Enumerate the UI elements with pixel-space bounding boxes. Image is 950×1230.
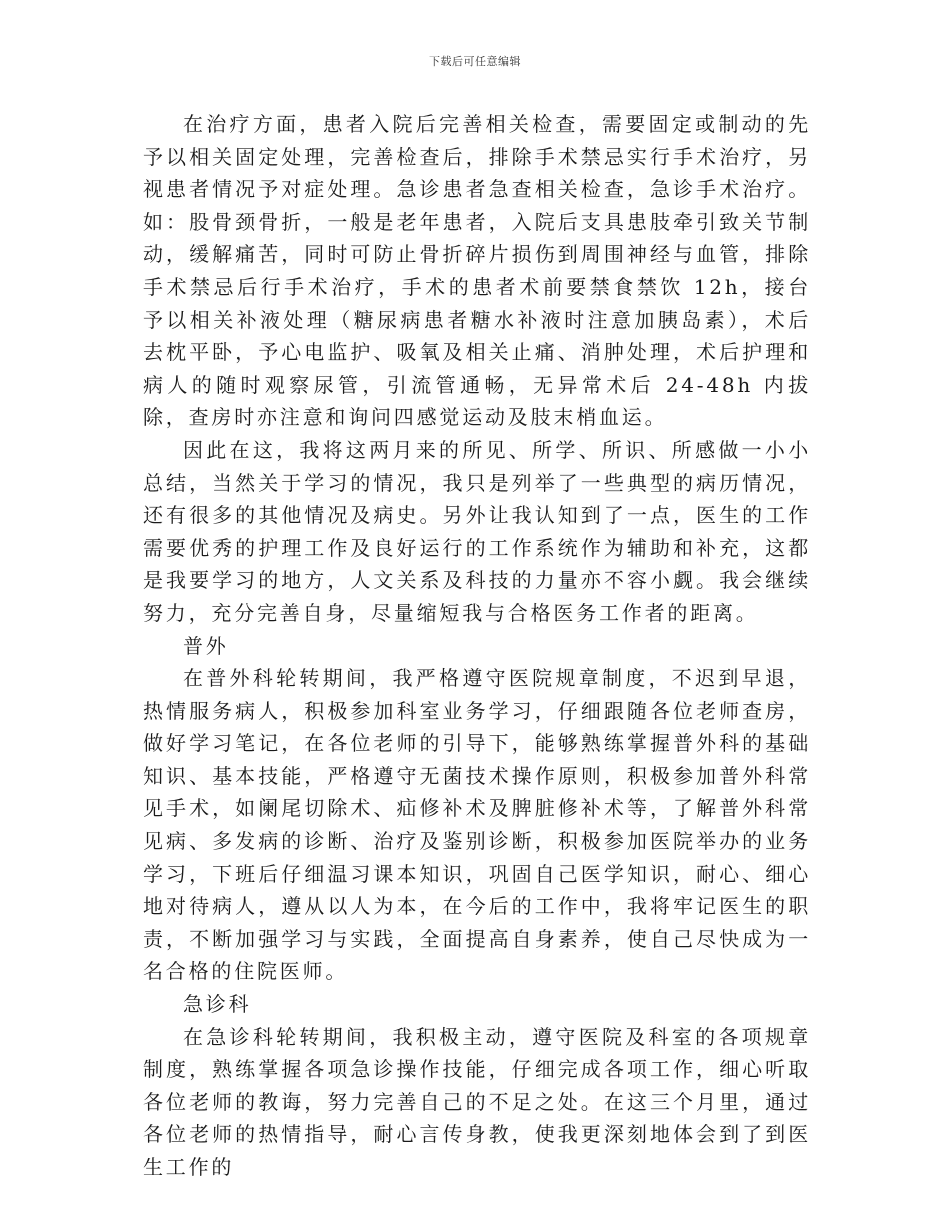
document-body xyxy=(143,108,811,1184)
paragraph-emergency: 在急诊科轮转期间，我积极主动，遵守医院及科室的各项规章制度，熟练掌握各项急诊操作技能，仔细完成各项工作，细心听取各位老师的教诲，努力完善自己的不足之处。在这三个月里，通过各位老师的热情指导，耐心言传身教，使我更深刻地体会到了到医生工作的 xyxy=(143,1024,811,1179)
page-header: 下载后可任意编辑 xyxy=(429,55,521,68)
paragraph-summary: 因此在这，我将这两月来的所见、所学、所识、所感做一小小总结，当然关于学习的情况，我只是列举了一些典型的病历情况，还有很多的其他情况及病史。另外让我认知到了一点，医生的工作需要优秀的护理工作及良好运行的工作系统作为辅助和补充，这都是我要学习的地方，人文关系及科技的力量亦不容小觑。我会继续努力，充分完善自身，尽量缩短我与合格医务工作者的距离。 xyxy=(143,437,811,625)
paragraph-general-surgery: 在普外科轮转期间，我严格遵守医院规章制度，不迟到早退，热情服务病人，积极参加科室业务学习，仔细跟随各位老师查房，做好学习笔记，在各位老师的引导下，能够熟练掌握普外科的基础知识、基本技能，严格遵守无菌技术操作原则，积极参加普外科常见手术，如阑尾切除术、疝修补术及脾脏修补术等，了解普外科常见病、多发病的诊断、治疗及鉴别诊断，积极参加医院举办的业务学习，下班后仔细温习课本知识，巩固自己医学知识，耐心、细心地对待病人，遵从以人为本，在今后的工作中，我将牢记医生的职责，不断加强学习与实践，全面提高自身素养，使自己尽快成为一名合格的住院医师。 xyxy=(143,666,811,984)
section-heading-general-surgery: 普外 xyxy=(183,633,229,658)
paragraph-treatment: 在治疗方面，患者入院后完善相关检查，需要固定或制动的先予以相关固定处理，完善检查后，排除手术禁忌实行手术治疗，另视患者情况予对症处理。急诊患者急查相关检查，急诊手术治疗。如：股骨颈骨折，一般是老年患者，入院后支具患肢牵引致关节制动，缓解痛苦，同时可防止骨折碎片损伤到周围神经与血管，排除手术禁忌后行手术治疗，手术的患者术前要禁食禁饮 12h，接台予以相关补液处理（糖尿病患者糖水补液时注意加胰岛素），术后去枕平卧，予心电监护、吸氧及相关止痛、消肿处理，术后护理和病人的随时观察尿管，引流管通畅，无异常术后 24-48h 内拔除，查房时亦注意和询问四感觉运动及肢末梢血运。 xyxy=(143,112,811,430)
section-heading-emergency: 急诊科 xyxy=(183,992,252,1017)
